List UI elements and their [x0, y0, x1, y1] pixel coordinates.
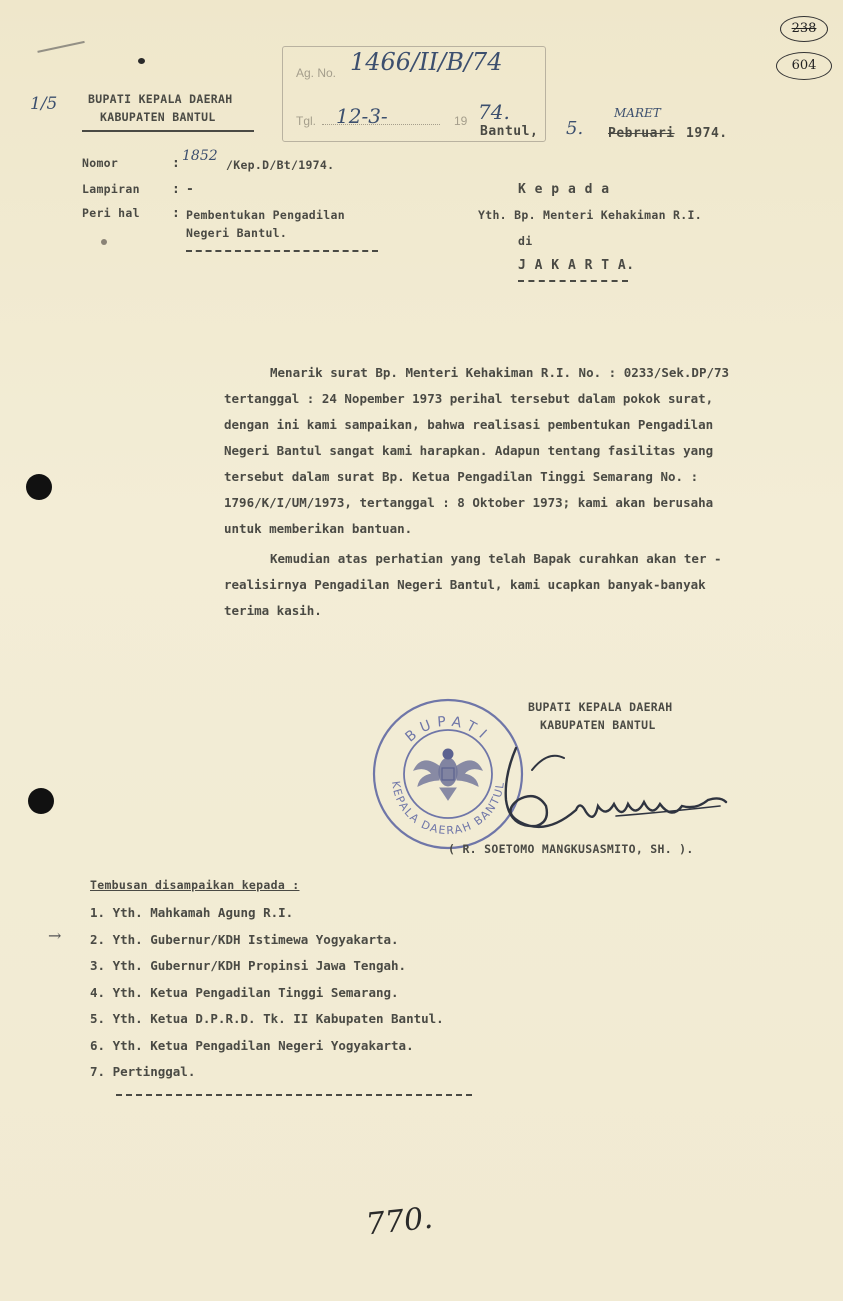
- agenda-number: 1466/II/B/74: [350, 48, 503, 76]
- cc-item: 6. Yth. Ketua Pengadilan Negeri Yogyakarta.: [90, 1037, 414, 1053]
- cc-item: 7. Pertinggal.: [90, 1064, 196, 1079]
- kepada: K e p a d a: [518, 182, 610, 197]
- punch-hole: [26, 474, 52, 500]
- signatory-name: ( R. SOETOMO MANGKUSASMITO, SH. ).: [448, 842, 694, 856]
- seal-bottom-text: KEPALA DAERAH BANTUL: [388, 780, 507, 838]
- body-line: terima kasih.: [224, 603, 322, 618]
- cc-item: 4. Yth. Ketua Pengadilan Tinggi Semarang.: [90, 984, 399, 1000]
- ink-spot: [138, 58, 145, 64]
- letterhead-underline: [82, 130, 254, 132]
- garuda-emblem: [414, 749, 482, 800]
- signature-handwritten: [476, 740, 746, 840]
- archive-number-struck: 238: [780, 16, 828, 42]
- cc-heading: Tembusan disampaikan kepada :: [90, 878, 300, 892]
- cc-item: 1. Yth. Mahkamah Agung R.I.: [90, 905, 294, 920]
- perihal-line1: Pembentukan Pengadilan: [186, 208, 345, 222]
- body-line: dengan ini kami sampaikan, bahwa realisasi pembentukan Pengadilan: [224, 417, 714, 432]
- body-paragraph-2: [224, 546, 784, 624]
- letterhead-line1: BUPATI KEPALA DAERAH: [88, 92, 233, 106]
- body-line: untuk memberikan bantuan.: [224, 521, 413, 536]
- cc-end-rule: [116, 1094, 472, 1096]
- body-paragraph-1: [224, 360, 784, 542]
- addressee-line1: Yth. Bp. Menteri Kehakiman R.I.: [478, 208, 702, 222]
- body-line: Menarik surat Bp. Menteri Kehakiman R.I. No. : 0233/Sek.DP/73: [270, 365, 730, 380]
- addressee-line2: di: [518, 234, 533, 248]
- agenda-label: Ag. No.: [296, 66, 337, 80]
- ink-spot: [101, 239, 107, 245]
- lampiran-label: Lampiran: [82, 182, 140, 196]
- letter-year: 1974.: [686, 126, 728, 141]
- letter-day: 5.: [566, 118, 584, 139]
- addressee-city: J A K A R T A.: [518, 258, 635, 273]
- archive-number: 604: [776, 52, 832, 80]
- lampiran-colon: :: [172, 182, 181, 197]
- body-line: Kemudian atas perhatian yang telah Bapak curahkan akan ter -: [270, 551, 722, 566]
- perihal-label: Peri hal: [82, 206, 140, 220]
- seal-top-text: BUPATI: [402, 713, 494, 746]
- body-line: realisirnya Pengadilan Negeri Bantul, kami ucapkan banyak-banyak: [224, 577, 706, 592]
- perihal-line2: Negeri Bantul.: [186, 226, 288, 240]
- cc-list: [90, 905, 444, 1091]
- stamp-year-prefix: 19: [454, 114, 468, 128]
- nomor-colon: :: [172, 156, 181, 171]
- arrow-mark: →: [48, 926, 62, 945]
- letter-month: Pebruari: [608, 126, 675, 141]
- lampiran-value: -: [186, 182, 195, 197]
- stamp-year: 74.: [478, 100, 510, 124]
- punch-hole: [28, 788, 54, 814]
- cc-item: 3. Yth. Gubernur/KDH Propinsi Jawa Tengah.: [90, 958, 407, 973]
- cc-item: 2. Yth. Gubernur/KDH Istimewa Yogyakarta.: [90, 931, 399, 947]
- letter-place: Bantul,: [480, 124, 539, 139]
- perihal-underline: [186, 250, 378, 252]
- cc-item: 5. Yth. Ketua D.P.R.D. Tk. II Kabupaten Bantul.: [90, 1011, 444, 1026]
- stamp-date: 12-3-: [336, 104, 388, 128]
- signature-title1: BUPATI KEPALA DAERAH: [528, 700, 673, 714]
- letterhead-line2: KABUPATEN BANTUL: [100, 110, 216, 124]
- perihal-colon: :: [172, 206, 181, 221]
- stamp-date-line: [322, 124, 440, 125]
- city-underline: [518, 280, 628, 282]
- signature-title2: KABUPATEN BANTUL: [540, 718, 656, 732]
- stamp-date-label: Tgl.: [296, 114, 317, 128]
- nomor-value: /Kep.D/Bt/1974.: [226, 158, 335, 172]
- body-line: 1796/K/I/UM/1973, tertanggal : 8 Oktober 1973; kami akan berusaha: [224, 495, 714, 510]
- month-correction: MARET: [614, 106, 661, 120]
- body-line: tertanggal : 24 Nopember 1973 perihal tersebut dalam pokok surat,: [224, 391, 714, 406]
- nomor-label: Nomor: [82, 156, 119, 170]
- body-line: tersebut dalam surat Bp. Ketua Pengadilan Tinggi Semarang No. :: [224, 469, 699, 484]
- ink-scribble: [35, 31, 84, 53]
- margin-note: 1/5: [30, 94, 58, 114]
- archive-page-number: 770.: [364, 1200, 435, 1243]
- body-line: Negeri Bantul sangat kami harapkan. Adapun tentang fasilitas yang: [224, 443, 714, 458]
- nomor-handwritten: 1852: [182, 148, 218, 164]
